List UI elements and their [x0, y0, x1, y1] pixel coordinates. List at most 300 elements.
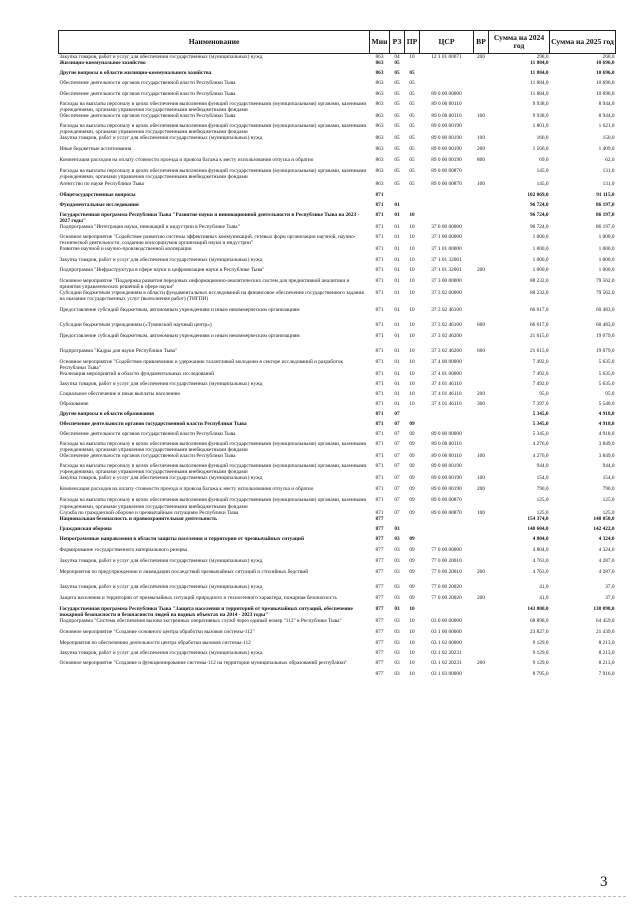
row-sum-2025: 5 540,0 — [598, 401, 615, 408]
row-pr: 05 — [409, 168, 415, 175]
row-csr: 89 0 00 00870 — [431, 180, 462, 187]
header-vr: ВР — [474, 31, 489, 54]
row-rz: 03 — [394, 557, 400, 564]
row-rz: 07 — [394, 475, 400, 482]
row-csr: 89 0 00 00190 — [431, 146, 462, 153]
row-csr: 03 1 02 20231 — [431, 659, 462, 666]
row-rz: 01 — [394, 322, 400, 329]
row-vr: 100 — [477, 475, 485, 482]
row-pr: 09 — [409, 497, 415, 504]
row-min: 871 — [375, 290, 384, 297]
row-csr — [420, 80, 474, 91]
row-vr — [474, 629, 489, 640]
row-pr — [405, 60, 420, 70]
row-rz: 05 — [394, 60, 400, 67]
row-csr — [420, 202, 474, 212]
row-pr: 05 — [409, 91, 415, 98]
row-csr: 37 3 02 46100 — [431, 322, 462, 329]
table-row — [59, 54, 616, 61]
row-rz: 07 — [394, 441, 400, 448]
row-rz: 07 — [394, 421, 400, 428]
row-sum-2025: 62,0 — [605, 157, 615, 164]
row-vr — [474, 618, 489, 629]
table-row — [59, 497, 616, 509]
row-min: 871 — [375, 233, 384, 240]
row-rz: 07 — [394, 509, 400, 516]
row-min: 871 — [375, 348, 384, 355]
row-sum-2025: 21 439,0 — [595, 628, 615, 635]
row-pr: 09 — [409, 475, 415, 482]
row-min: 871 — [375, 497, 384, 504]
table-row — [59, 290, 616, 307]
row-csr: 03 1 02 20231 — [431, 649, 462, 656]
row-name: Мероприятия по предупреждению и ликвидации последствий чрезвычайных ситуаций и стихийных бедствий — [59, 568, 309, 575]
row-csr — [420, 516, 474, 526]
row-name: Общегосударственные вопросы — [59, 191, 136, 198]
row-min: 877 — [375, 617, 384, 624]
row-sum-2024: 125,0 — [536, 509, 549, 516]
row-sum-2024: 4 804,0 — [532, 535, 549, 542]
row-pr: 10 — [409, 401, 415, 408]
row-rz: 03 — [394, 649, 400, 656]
row-min: 871 — [375, 371, 384, 378]
row-csr: 03 0 00 00000 — [431, 617, 462, 624]
table-row — [59, 584, 616, 595]
row-name: Предоставление субсидий бюджетным, автономным учреждениям и иным некоммерческим организациям — [59, 333, 300, 340]
row-sum-2025: 19 079,0 — [595, 333, 615, 340]
row-csr: 89 0 00 00190 — [431, 157, 462, 164]
row-min: 871 — [375, 463, 384, 470]
row-rz: 01 — [394, 333, 400, 340]
row-sum-2025: 8 213,0 — [598, 649, 615, 656]
row-csr: 37 4 01 46110 — [431, 401, 462, 408]
row-rz: 07 — [394, 453, 400, 460]
row-rz: 01 — [394, 307, 400, 314]
row-vr: 200 — [477, 391, 485, 398]
row-sum-2025: 154,0 — [602, 475, 615, 482]
row-sum-2025: 148 050,0 — [593, 515, 615, 522]
row-name: Формирование государственного материального резерва — [59, 546, 188, 553]
row-vr: 100 — [477, 453, 485, 460]
row-rz: 07 — [394, 463, 400, 470]
row-rz: 03 — [394, 546, 400, 553]
row-pr: 10 — [409, 605, 415, 612]
table-row — [59, 526, 616, 536]
header-row — [59, 31, 616, 54]
row-min: 863 — [375, 135, 384, 142]
row-rz: 03 — [394, 628, 400, 635]
row-vr — [474, 257, 489, 267]
row-sum-2025: 1 000,0 — [598, 233, 615, 240]
row-sum-2025: 4 287,0 — [598, 568, 615, 575]
row-rz: 01 — [394, 223, 400, 230]
row-min: 877 — [375, 639, 384, 646]
row-vr — [474, 497, 489, 509]
row-name: Закупка товаров, работ и услуг для обеспечения государственных (муниципальных) нужд — [59, 135, 263, 142]
table-row — [59, 536, 616, 547]
row-min: 871 — [375, 475, 384, 482]
row-name: Закупка товаров, работ и услуг для обеспечения государственных (муниципальных) нужд — [59, 256, 263, 263]
row-vr — [474, 671, 489, 682]
row-pr: 10 — [409, 359, 415, 366]
row-pr: 05 — [409, 113, 415, 120]
row-min: 871 — [375, 277, 384, 284]
row-min: 871 — [375, 266, 384, 273]
row-min: 877 — [375, 535, 384, 542]
row-pr: 09 — [409, 431, 415, 438]
table-row — [59, 640, 616, 650]
header-pr: ПР — [405, 31, 420, 54]
row-vr — [474, 192, 489, 202]
row-name: Расходы на выплаты персоналу в целях обеспечения выполнения функций государственными (муниципальными) органами, казенными учреждениями, органами управления государственными внебюджетными фондами — [59, 168, 367, 181]
row-csr: 89 0 00 00110 — [431, 101, 462, 108]
row-vr — [474, 431, 489, 441]
row-sum-2024: 9 938,0 — [532, 101, 549, 108]
row-name: Другие вопросы в области жилищно-коммунального хозяйства — [59, 70, 212, 77]
table-header — [59, 31, 616, 54]
row-pr: 09 — [409, 546, 415, 553]
row-vr — [474, 536, 489, 547]
row-vr — [474, 441, 489, 453]
row-pr: 10 — [409, 277, 415, 284]
row-min: 871 — [375, 256, 384, 263]
row-pr: 10 — [409, 639, 415, 646]
row-sum-2025: 8 213,0 — [598, 659, 615, 666]
row-min: 871 — [375, 401, 384, 408]
row-csr: 37 3 02 46200 — [431, 348, 462, 355]
row-min: 877 — [375, 557, 384, 564]
row-name: Закупка товаров, работ и услуг для обеспечения государственных (муниципальных) нужд — [59, 649, 263, 656]
row-name: Государственная программа Республики Тыва "Развитие науки и инновационной деятельности в Республике Тыва на 2023 - 2027 годы" — [59, 211, 360, 224]
row-name: Другие вопросы в области образования — [59, 411, 155, 418]
row-name: Расходы на выплаты персоналу в целях обеспечения выполнения функций государственными (муниципальными) органами, казенными учреждениями, органами управления государственными внебюджетными фондами — [59, 101, 367, 114]
row-vr — [474, 558, 489, 569]
row-min: 877 — [375, 670, 384, 677]
row-min: 871 — [375, 421, 384, 428]
row-min: 863 — [375, 123, 384, 130]
row-sum-2024: 21 615,0 — [529, 348, 549, 355]
row-min: 871 — [375, 191, 384, 198]
row-rz: 05 — [394, 123, 400, 130]
row-csr: 89 0 00 00000 — [431, 91, 462, 98]
row-sum-2025: 8 944,0 — [598, 113, 615, 120]
row-min: 871 — [375, 486, 384, 493]
row-csr: 89 0 00 00110 — [431, 453, 462, 460]
row-vr — [474, 640, 489, 650]
row-min: 877 — [375, 594, 384, 601]
row-sum-2024: 790,0 — [536, 486, 549, 493]
row-sum-2025: 95,0 — [605, 391, 615, 398]
row-min: 863 — [375, 91, 384, 98]
row-pr: 05 — [409, 123, 415, 130]
row-rz: 03 — [394, 594, 400, 601]
row-rz: 03 — [394, 659, 400, 666]
row-vr: 100 — [477, 135, 485, 142]
row-sum-2024: 9 129,0 — [532, 639, 549, 646]
table-row — [59, 595, 616, 606]
row-name: Основное мероприятие "Содействие привлечению и удержанию талантливой молодежи в секторе исследований и разработок Республики Тыва" — [59, 359, 344, 372]
row-csr: 89 0 00 00000 — [431, 431, 462, 438]
row-min: 871 — [375, 333, 384, 340]
row-rz: 03 — [394, 605, 400, 612]
row-rz: 07 — [394, 486, 400, 493]
row-vr — [474, 650, 489, 660]
row-vr — [474, 91, 489, 101]
row-csr — [420, 212, 474, 224]
row-csr: 12 1 01 00071 — [431, 54, 462, 60]
row-vr: 200 — [477, 54, 485, 60]
row-sum-2024: 145,0 — [536, 168, 549, 175]
table-row — [59, 650, 616, 660]
row-sum-2025: 1 000,0 — [598, 245, 615, 252]
row-vr — [474, 307, 489, 322]
row-csr: 89 0 00 00190 — [431, 463, 462, 470]
row-csr: 37 1 00 00000 — [431, 233, 462, 240]
row-pr: 10 — [409, 290, 415, 297]
row-vr: 800 — [477, 157, 485, 164]
table-row — [59, 391, 616, 401]
row-name: Государственная программа Республики Тыва "Защита населения и территорий от чрезвычайных ситуаций, обеспечение пожарной безопасности и безопасности людей на водных объектах на 2014 - 2023 годы" — [59, 605, 353, 618]
row-sum-2024: 102 069,0 — [527, 191, 549, 198]
row-vr: 100 — [477, 113, 485, 120]
table-row — [59, 348, 616, 359]
row-rz: 04 — [394, 54, 400, 60]
row-name: Расходы на выплаты персоналу в целях обеспечения выполнения функций государственными (муниципальными) органами, казенными учреждениями, органами управления государственными внебюджетными фондами — [59, 123, 367, 136]
row-name — [59, 671, 370, 682]
row-sum-2025: 60 483,0 — [595, 307, 615, 314]
row-min: 877 — [375, 525, 384, 532]
row-csr: 37 1 01 32001 — [431, 266, 462, 273]
row-sum-2025: 79 562,0 — [595, 277, 615, 284]
row-rz: 07 — [394, 431, 400, 438]
row-min: 863 — [375, 113, 384, 120]
row-name: Жилищно-коммунальное хозяйство — [59, 60, 146, 67]
row-vr — [474, 168, 489, 180]
row-csr: 89 0 00 00870 — [431, 497, 462, 504]
row-min: 871 — [375, 359, 384, 366]
row-pr: 10 — [409, 266, 415, 273]
row-name: Обеспечение деятельности органов государственной власти Республики Тыва — [59, 113, 236, 120]
row-sum-2024: 1 000,0 — [532, 245, 549, 252]
row-csr: 89 0 00 00190 — [431, 486, 462, 493]
row-sum-2025: 1 000,0 — [598, 256, 615, 263]
row-name: Основное мероприятие "Поддержка развития передовых информационно-аналитических систем для предиктивной аналитики и принятия управленческих решений в сфере науки" — [59, 277, 350, 290]
row-pr: 10 — [409, 233, 415, 240]
row-name: Подпрограмма "Кадры для науки Республики Тыва" — [59, 348, 178, 355]
row-sum-2025: 19 079,0 — [595, 348, 615, 355]
row-min: 871 — [375, 381, 384, 388]
row-vr — [474, 606, 489, 618]
row-vr — [474, 547, 489, 558]
table-row — [59, 516, 616, 526]
row-min: 863 — [375, 168, 384, 175]
row-sum-2025: 60 483,0 — [595, 322, 615, 329]
row-rz: 01 — [394, 277, 400, 284]
row-name: Обеспечение деятельности органов государственной власти Республики Тыва — [59, 431, 236, 438]
row-sum-2025: 3 849,0 — [598, 453, 615, 460]
row-name: Подпрограмма "Интеграция науки, инноваций и индустрии в Республике Тыва" — [59, 223, 240, 230]
row-sum-2025: 5 635,0 — [598, 371, 615, 378]
table-row — [59, 660, 616, 671]
row-sum-2024: 154,0 — [536, 475, 549, 482]
row-sum-2025: 91 115,0 — [596, 191, 615, 198]
row-sum-2025: 268,0 — [602, 54, 615, 60]
row-min: 863 — [375, 180, 384, 187]
row-pr: 10 — [409, 245, 415, 252]
row-vr — [474, 70, 489, 80]
row-name: Компенсация расходов на оплату стоимости проезда и провоза багажа к месту использования отпуска и обратно — [59, 157, 314, 164]
row-rz: 05 — [394, 70, 400, 77]
row-csr — [420, 421, 474, 431]
row-min: 871 — [375, 322, 384, 329]
table-row — [59, 307, 616, 322]
row-name: Гражданская оборона — [59, 525, 112, 532]
row-csr: 37 4 01 00000 — [431, 371, 462, 378]
row-min: 871 — [375, 453, 384, 460]
row-csr: 89 0 00 00870 — [431, 509, 462, 516]
row-vr: 300 — [477, 401, 485, 408]
row-pr: 10 — [409, 54, 415, 60]
row-sum-2024: 4 276,0 — [532, 441, 549, 448]
row-sum-2025: 10 696,0 — [595, 60, 615, 67]
row-sum-2025: 4 918,0 — [598, 421, 615, 428]
row-min: 871 — [375, 245, 384, 252]
row-sum-2024: 96 724,0 — [529, 201, 549, 208]
row-sum-2024: 5 345,0 — [532, 431, 549, 438]
row-sum-2024: 1 801,0 — [532, 123, 549, 130]
row-sum-2024: 1 566,0 — [532, 146, 549, 153]
row-csr: 37 0 00 00000 — [431, 223, 462, 230]
row-sum-2025: 86 197,0 — [595, 211, 615, 218]
header-min: Мин — [370, 31, 390, 54]
row-pr: 09 — [409, 568, 415, 575]
row-sum-2024: 88 232,0 — [529, 277, 549, 284]
row-sum-2024: 66 617,0 — [529, 307, 549, 314]
row-min: 863 — [375, 70, 384, 77]
row-csr: 89 0 00 00190 — [431, 123, 462, 130]
row-csr: 89 0 00 00110 — [431, 113, 462, 120]
row-min: 877 — [375, 515, 384, 522]
row-sum-2025: 5 635,0 — [598, 359, 615, 366]
row-name: Субсидии бюджетным учреждениям в области фундаментальных исследований на финансовое обеспечение государственного задания на оказание государственных услуг (выполнение работ) (ТИГПИ) — [59, 290, 364, 303]
row-csr: 37 4 00 00000 — [431, 359, 462, 366]
table-row — [59, 431, 616, 441]
table-row — [59, 70, 616, 80]
row-pr: 10 — [409, 381, 415, 388]
table-row — [59, 246, 616, 257]
row-sum-2025: 86 197,0 — [595, 223, 615, 230]
row-name: Служба по гражданской обороне и чрезвычайным ситуациям Республики Тыва — [59, 509, 239, 516]
row-pr: 10 — [409, 256, 415, 263]
table-row — [59, 629, 616, 640]
row-sum-2025: 37,0 — [605, 583, 615, 590]
row-vr — [474, 584, 489, 595]
row-sum-2024: 5 345,0 — [532, 411, 549, 418]
row-min: 863 — [375, 80, 384, 87]
row-csr: 89 0 00 00870 — [431, 168, 462, 175]
row-sum-2025: 142 422,0 — [593, 525, 615, 532]
row-sum-2025: 790,0 — [602, 486, 615, 493]
row-sum-2024: 1 000,0 — [532, 256, 549, 263]
row-rz: 05 — [394, 91, 400, 98]
row-vr — [474, 371, 489, 381]
row-sum-2025: 7 916,0 — [598, 670, 615, 677]
row-name: Обеспечение деятельности органов государственной власти Республики Тыва — [59, 91, 236, 98]
row-min: 877 — [375, 649, 384, 656]
row-sum-2024: 41,0 — [539, 594, 549, 601]
row-rz — [390, 516, 405, 526]
row-rz: 07 — [394, 497, 400, 504]
row-sum-2024: 5 345,0 — [532, 421, 549, 428]
row-sum-2025: 8 944,0 — [598, 101, 615, 108]
table-row — [59, 558, 616, 569]
row-csr: 03 1 02 00000 — [431, 639, 462, 646]
row-pr: 05 — [409, 180, 415, 187]
row-sum-2024: 166,0 — [536, 135, 549, 142]
row-rz: 01 — [394, 245, 400, 252]
row-sum-2024: 69,0 — [539, 157, 549, 164]
row-sum-2025: 10 696,0 — [595, 80, 615, 87]
row-pr: 05 — [409, 101, 415, 108]
row-pr — [405, 516, 420, 526]
row-vr: 600 — [477, 322, 485, 329]
header-sum-2025: Сумма на 2025 год — [550, 31, 616, 54]
row-pr: 09 — [409, 509, 415, 516]
row-sum-2024: 95,0 — [539, 391, 549, 398]
row-vr: 600 — [477, 348, 485, 355]
row-name: Расходы на выплаты персоналу в целях обеспечения выполнения функций государственными (муниципальными) органами, казенными учреждениями, органами управления государственными внебюджетными фондами — [59, 497, 367, 510]
row-sum-2024: 11 884,0 — [530, 70, 549, 77]
table-row — [59, 547, 616, 558]
row-sum-2024: 23 827,0 — [529, 628, 549, 635]
row-name: Национальная безопасность и правоохранительная деятельность — [59, 515, 217, 522]
row-sum-2025: 125,0 — [602, 497, 615, 504]
row-sum-2024: 11 884,0 — [530, 80, 549, 87]
row-name: Непрограммные направления в области защиты населения и территории от чрезвычайных ситуаций — [59, 535, 305, 542]
row-name: Расходы на выплаты персоналу в целях обеспечения выполнения функций государственными (муниципальными) органами, казенными учреждениями, органами управления государственными внебюджетными фондами — [59, 463, 367, 476]
row-pr: 10 — [409, 223, 415, 230]
row-csr: 37 4 01 46110 — [431, 391, 462, 398]
page-number: 3 — [600, 874, 608, 890]
row-rz: 03 — [394, 617, 400, 624]
row-csr — [420, 606, 474, 618]
table-row — [59, 146, 616, 157]
row-vr — [474, 212, 489, 224]
row-vr — [474, 333, 489, 348]
row-pr: 10 — [409, 628, 415, 635]
row-pr: 10 — [409, 333, 415, 340]
row-vr — [474, 234, 489, 246]
row-csr: 37 3 02 46100 — [431, 307, 462, 314]
row-vr — [474, 60, 489, 70]
row-csr: 89 0 00 00190 — [431, 475, 462, 482]
row-sum-2024: 148 604,0 — [527, 525, 549, 532]
row-pr — [405, 202, 420, 212]
table-row — [59, 234, 616, 246]
table-row — [59, 618, 616, 629]
row-min: 871 — [375, 411, 384, 418]
row-rz: 03 — [394, 525, 400, 532]
row-sum-2025: 1 409,0 — [598, 146, 615, 153]
row-vr — [474, 516, 489, 526]
row-pr: 09 — [409, 486, 415, 493]
row-sum-2024: 4 763,0 — [532, 568, 549, 575]
table-row — [59, 224, 616, 234]
row-name: Основное мероприятие "Содействие развитию системы эффективных коммуникаций, сетевых форм организации научной, научно-технической деятельности, созданию консорциумов организаций науки и индустрии" — [59, 233, 356, 246]
row-csr: 77 0 00 20020 — [431, 583, 462, 590]
row-sum-2025: 10 696,0 — [595, 91, 615, 98]
row-pr: 10 — [409, 670, 415, 677]
